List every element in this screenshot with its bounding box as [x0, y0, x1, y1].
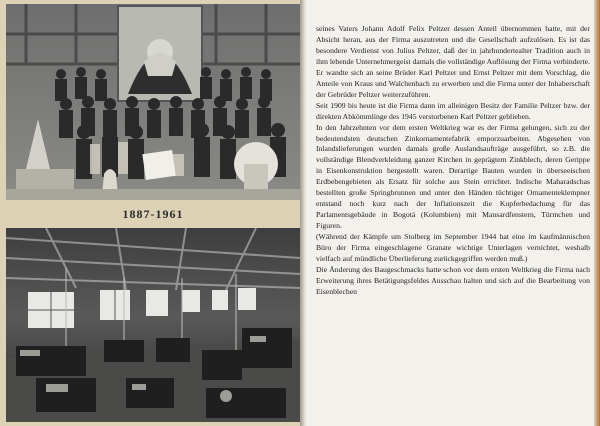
- photo-group-workers: [6, 4, 300, 200]
- factory-hall-image: [6, 228, 300, 422]
- paragraph: Die Änderung des Baugeschmacks hatte schon vor dem ersten Weltkrieg die Firma nach Erweiterung ihres Betätigungsfeldes Ausschau halten und sich auf die Bearbeitung von Eisenblechen: [316, 264, 590, 296]
- paragraph: seines Vaters Johann Adolf Felix Peltzer dessen Anteil übernommen hatte, mit der Absicht heran, aus der Firma auszutreten und die Gesellschaft aufzulösen. Es ist das besondere Verdienst von Julius Peltzer, daß der in jahrhundertealter Tradition auch in ihm lebende Unternehmergeist damals die vollständige Auflösung der Firma verhinderte. Er wandte sich an seine Brüder Karl Peltzer und Ernst Peltzer mit dem Vorschlag, die Anteile von Kraus und Walchenbach zu erwerben und die Firma unter der Inhaberschaft der Gebrüder Peltzer weiterzuführen.: [316, 24, 590, 99]
- page-edge: [594, 0, 600, 426]
- right-page: [306, 0, 595, 426]
- paragraph: (Während der Kämpfe um Stolberg im September 1944 hat eine im kaufmännischen Büro der Firma eingeschlagene Granate wichtige Unterlagen vernichtet, weshalb vielfach auf mündliche Überlieferung zurückgegriffen werden muß.): [316, 232, 590, 264]
- paragraph: Seit 1909 bis heute ist die Firma dann im alleinigen Besitz der Familie Peltzer bzw. der direkten Abkömmlinge des 1945 verstorbenen Karl Peltzer geblieben.: [316, 100, 590, 121]
- group-photo-image: [6, 4, 300, 200]
- photo-factory-hall: [6, 228, 300, 422]
- paragraph: In den Jahrzehnten vor dem ersten Weltkrieg war es der Firma gelungen, sich zu der bedeutendsten deutschen Zinkornamentefabrik emporzuarbeiten. Abgesehen von Inlandslieferungen wurden damals große Auslandsaufträge ausgeführt, so z.B. die vollständige Blendverkleidung ganzer Kirchen in geprägtem Zinkblech, deren Gerippe in Eisenkonstruktion hergestellt waren. Derartige Bauten wurden in überseeischen Erdbebengebieten als Ersatz für solche aus Stein errichtet. Indische Maharadschas bestellten große Springbrunnen und unter den Händen tüchtiger Ornamenteklempner entstand noch kurz nach der Inflationszeit die Kupferbedachung für das Parlamentsgebäude in Bogotá (Kolumbien) mit Mansardfenstern, Türmchen und Figuren.: [316, 122, 590, 231]
- body-text: [316, 24, 590, 298]
- caption-year-range: 1887-1961: [122, 207, 184, 221]
